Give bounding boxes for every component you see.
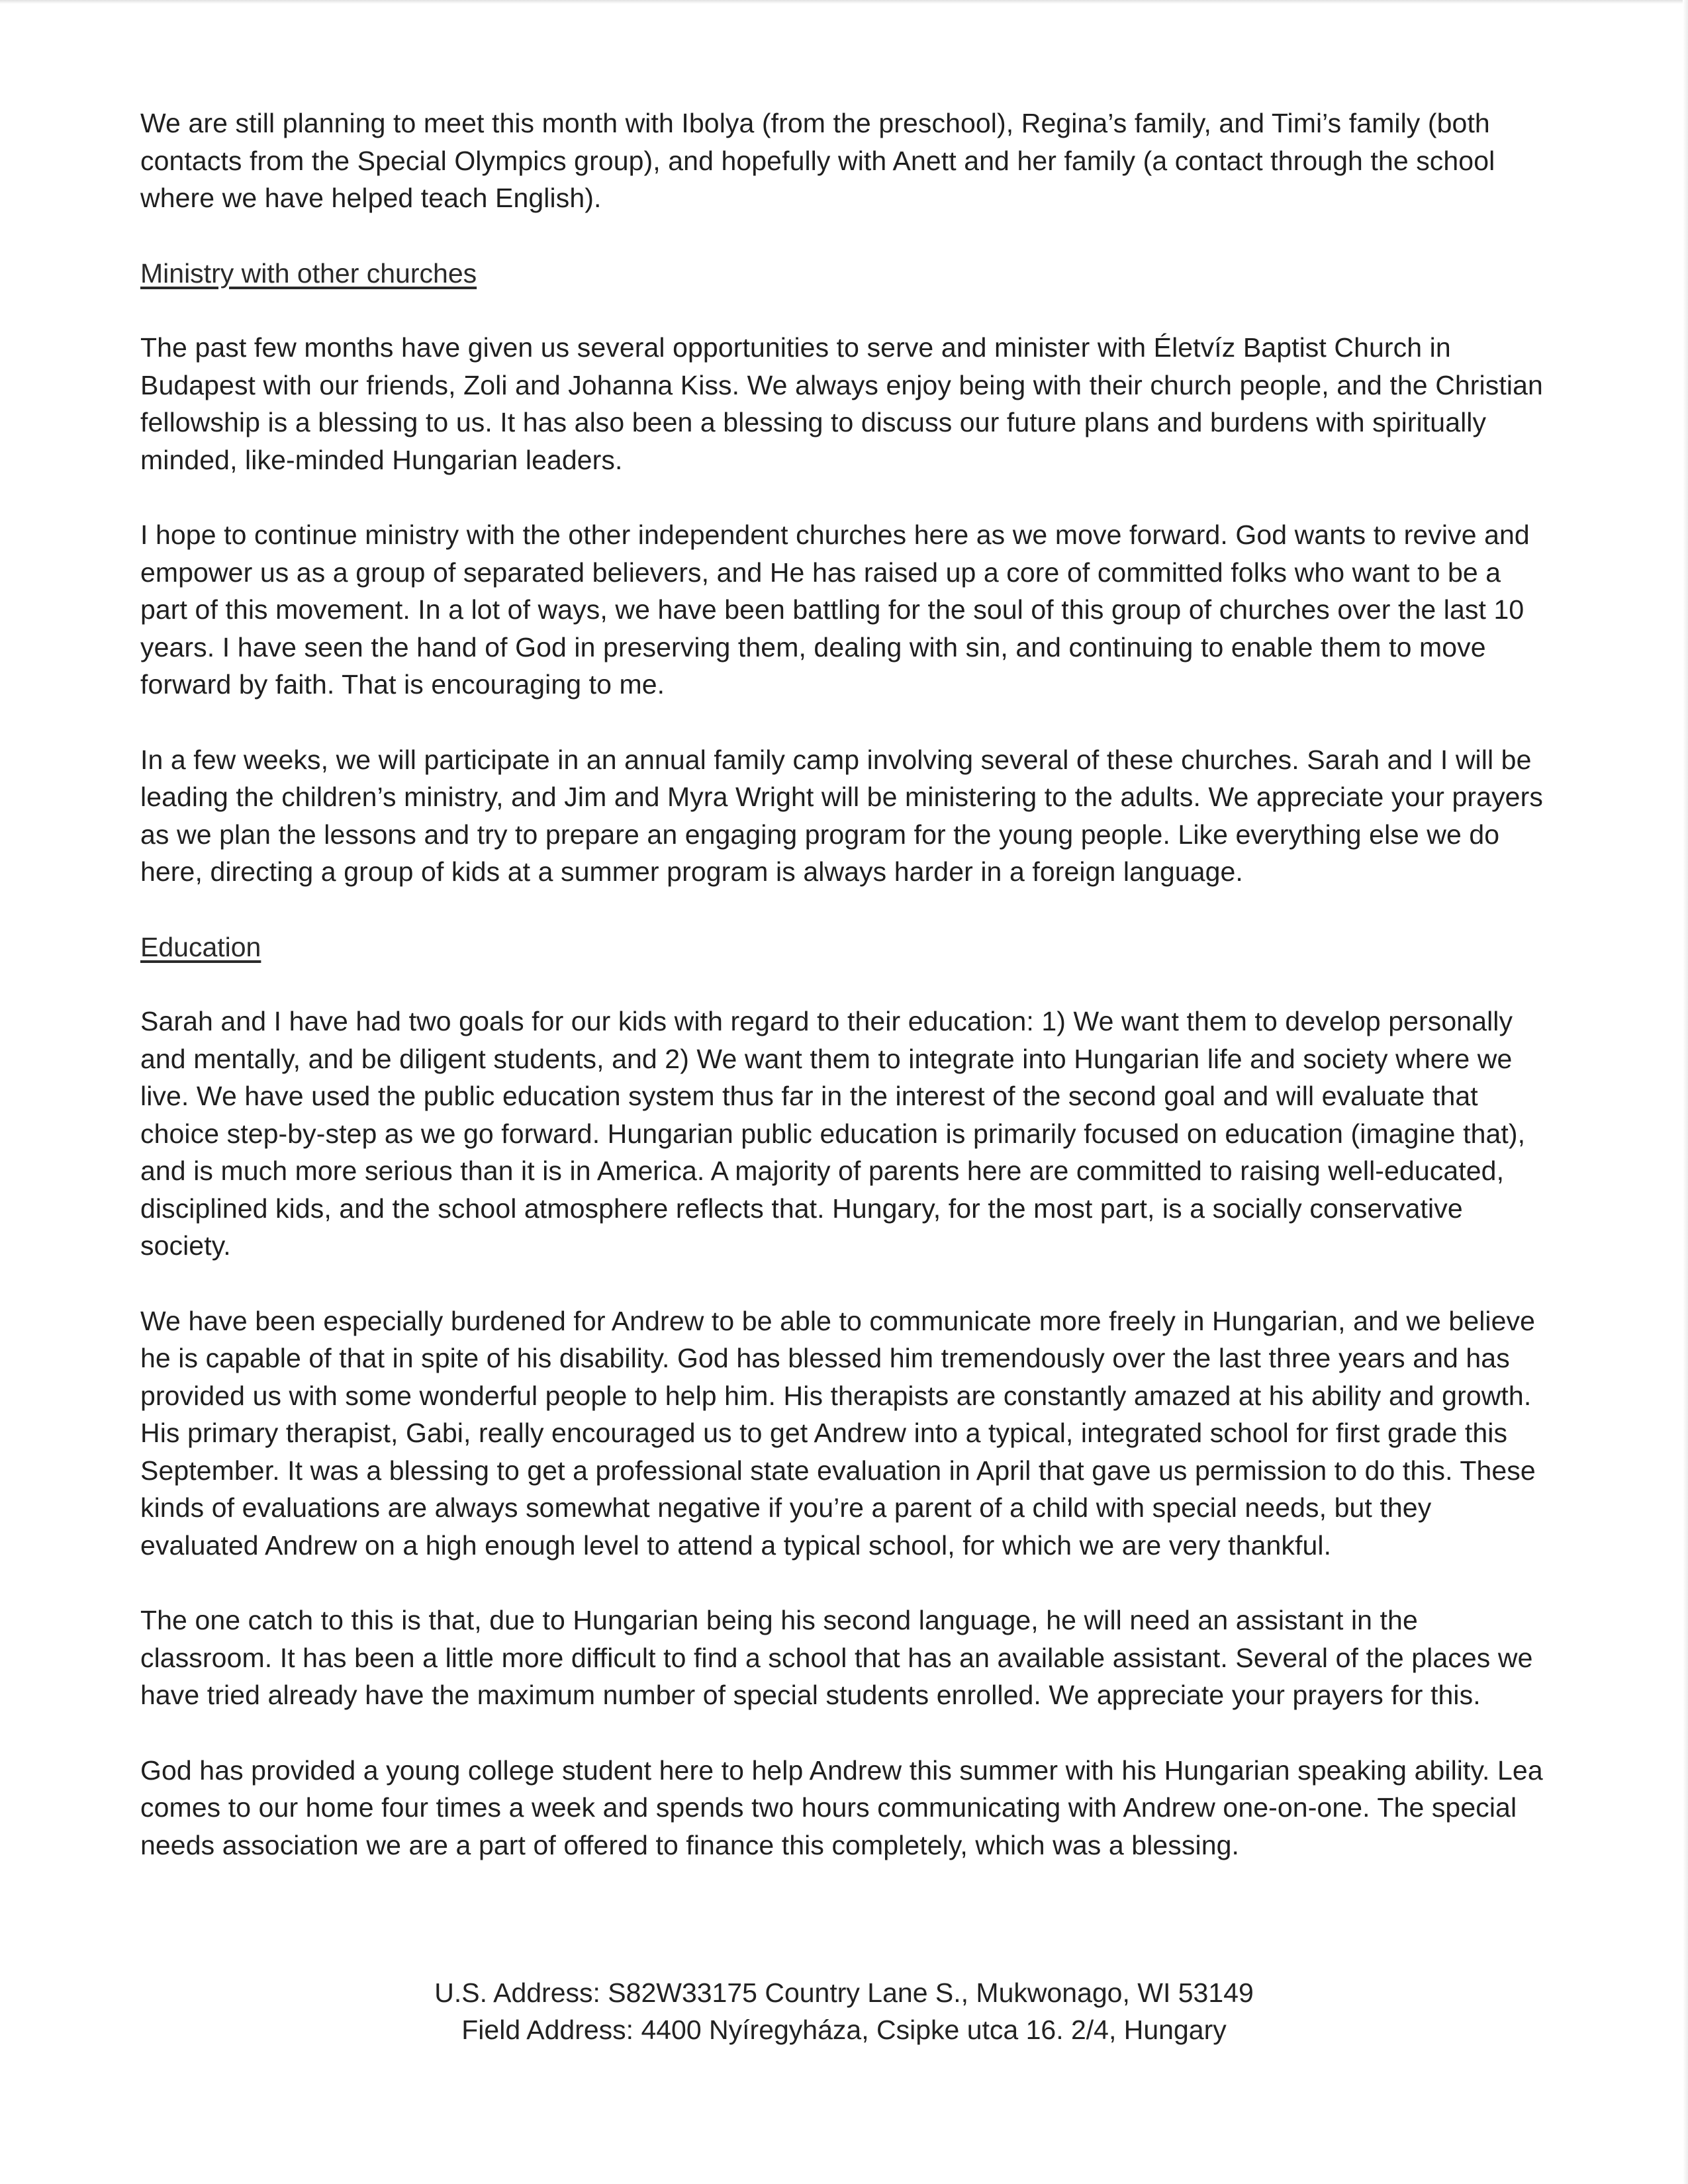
ministry-paragraph-2: I hope to continue ministry with the other independent churches here as we move forward. God wants to revive and empower us as a group of separated believers, and He has raised up a core of committed folks who want to be a part of this movement. In a lot of ways, we have been battling for the soul of this group of churches over the last 10 years. I have seen the hand of God in preserving them, dealing with sin, and continuing to enable them to move forward by faith. That is encouraging to me.	[140, 520, 1530, 700]
intro-paragraph: We are still planning to meet this month with Ibolya (from the preschool), Regina’s family, and Timi’s family (both contacts from the Special Olympics group), and hopefully with Anett and her family (a contact through the school where we have helped teach English).	[140, 108, 1495, 213]
field-address: Field Address: 4400 Nyíregyháza, Csipke utca 16. 2/4, Hungary	[461, 2015, 1227, 2045]
scan-edge-right	[1683, 0, 1688, 2184]
education-paragraph-1: Sarah and I have had two goals for our kids with regard to their education: 1) We want them to develop personally and mentally, and be diligent students, and 2) We want them to integrate into Hungarian life and society where we live. We have used the public education system thus far in the interest of the second goal and will evaluate that choice step-by-step as we go forward. Hungarian public education is primarily focused on education (imagine that), and is much more serious than it is in America. A majority of parents here are committed to raising well-educated, disciplined kids, and the school atmosphere reflects that. Hungary, for the most part, is a socially conservative society.	[140, 1006, 1526, 1261]
scan-edge-top	[0, 0, 1688, 4]
ministry-paragraph-1: The past few months have given us several opportunities to serve and minister with Életvíz Baptist Church in Budapest with our friends, Zoli and Johanna Kiss. We always enjoy being with their church people, and the Christian fellowship is a blessing to us. It has also been a blessing to discuss our future plans and burdens with spiritually minded, like-minded Hungarian leaders.	[140, 332, 1543, 475]
education-paragraph-4: God has provided a young college student here to help Andrew this summer with his Hungarian speaking ability. Lea comes to our home four times a week and spends two hours communicating with Andrew one-on-one. The special needs association we are a part of offered to finance this completely, which was a blessing.	[140, 1754, 1543, 1860]
address-footer	[0, 1974, 1688, 2048]
section-heading-ministry: Ministry with other churches	[140, 257, 477, 289]
ministry-paragraph-3: In a few weeks, we will participate in an annual family camp involving several of these churches. Sarah and I will be leading the children’s ministry, and Jim and Myra Wright will be ministering to the adults. We appreciate your prayers as we plan the lessons and try to prepare an engaging program for the young people. Like everything else we do here, directing a group of kids at a summer program is always harder in a foreign language.	[140, 744, 1543, 887]
education-paragraph-3: The one catch to this is that, due to Hungarian being his second language, he will need an assistant in the classroom. It has been a little more difficult to find a school that has an available assistant. Several of the places we have tried already have the maximum number of special students enrolled. We appreciate your prayers for this.	[140, 1605, 1533, 1710]
us-address: U.S. Address: S82W33175 Country Lane S., Mukwonago, WI 53149	[434, 1978, 1254, 2008]
section-ministry	[140, 255, 1550, 891]
education-paragraph-2: We have been especially burdened for Andrew to be able to communicate more freely in Hungarian, and we believe he is capable of that in spite of his disability. God has blessed him tremendously over the last three years and has provided us with some wonderful people to help him. His therapists are constantly amazed at his ability and growth. His primary therapist, Gabi, really encouraged us to get Andrew into a typical, integrated school for first grade this September. It was a blessing to get a professional state evaluation in April that gave us permission to do this. These kinds of evaluations are always somewhat negative if you’re a parent of a child with special needs, but they evaluated Andrew on a high enough level to attend a typical school, for which we are very thankful.	[140, 1305, 1536, 1561]
letter-body	[140, 105, 1550, 1901]
section-heading-education: Education	[140, 931, 261, 962]
section-education	[140, 929, 1550, 1864]
